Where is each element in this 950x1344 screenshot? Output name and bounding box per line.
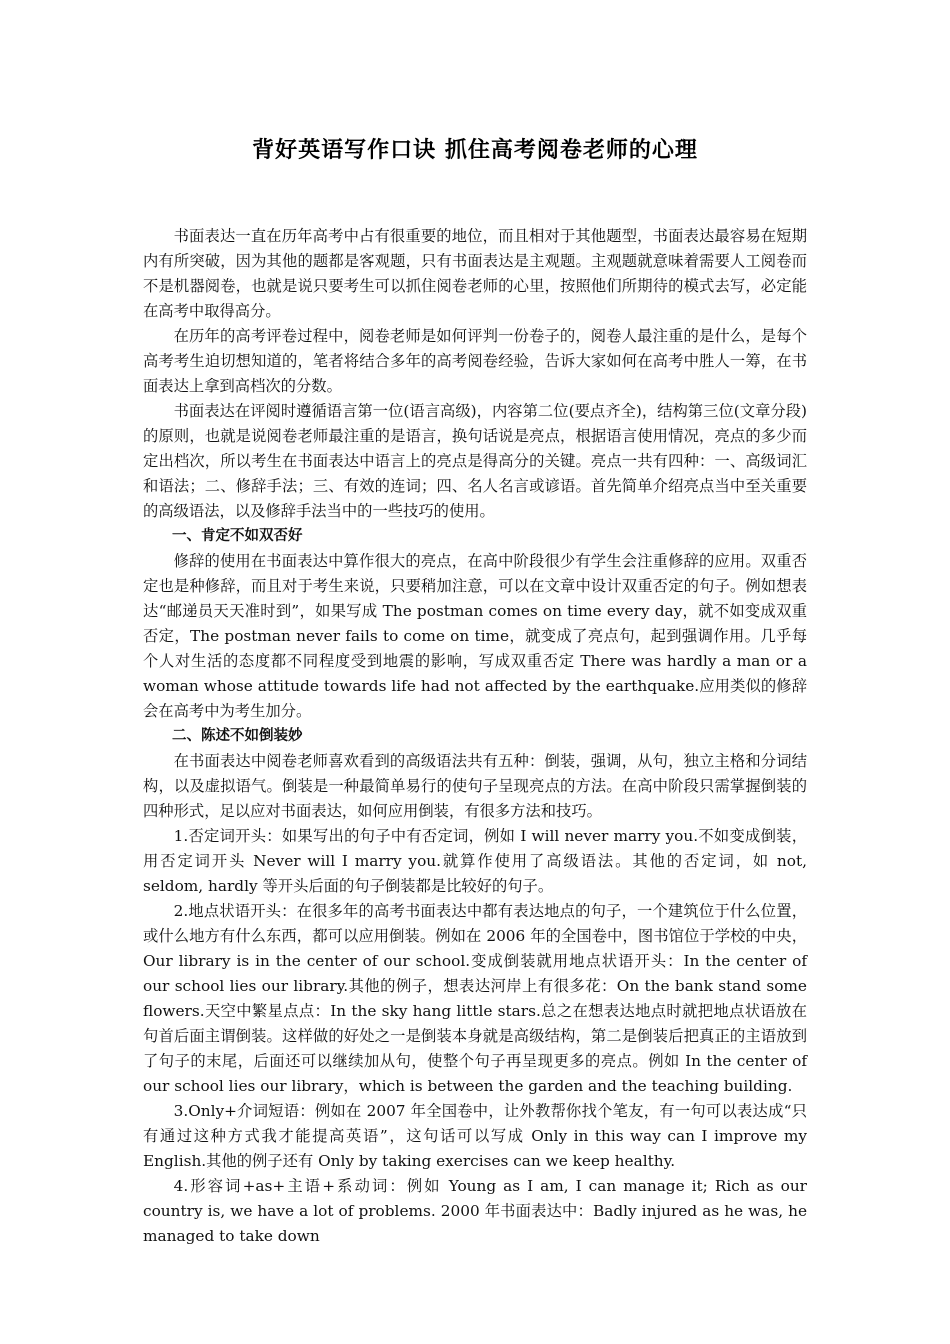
paragraph: 2.地点状语开头：在很多年的高考书面表达中都有表达地点的句子，一个建筑位于什么位置，或什么地方有什么东西，都可以应用倒装。例如在 2006 年的全国卷中，图书馆位于学校的中央，Our library is in the center of our school.变成倒装就用地点状语开头：In the center of our school lies our library.其他的例子，想表达河岸上有很多花：On the bank stand some flowers.天空中繁星点点：In the sky hang little stars.总之在想表达地点时就把地点状语放在句首后面主谓倒装。这样做的好处之一是倒装本身就是高级结构，第二是倒装后把真正的主语放到了句子的末尾，后面还可以继续加从句，使整个句子再呈现更多的亮点。例如 In the center of our school lies our library，which is between the garden and the teaching building. [143,902,807,1095]
paragraph: 3.Only+介词短语：例如在 2007 年全国卷中，让外教帮你找个笔友，有一句可以表达成“只有通过这种方式我才能提高英语”，这句话可以写成 Only in this way can I improve my English.其他的例子还有 Only by taking exercises can we keep healthy. [143,1102,807,1170]
document-title: 背好英语写作口诀 抓住高考阅卷老师的心理 [252,138,698,163]
paragraph: 在历年的高考评卷过程中，阅卷老师是如何评判一份卷子的，阅卷人最注重的是什么，是每个高考考生迫切想知道的，笔者将结合多年的高考阅卷经验，告诉大家如何在高考中胜人一筹，在书面表达上拿到高档次的分数。 [143,327,807,395]
paragraph: 书面表达一直在历年高考中占有很重要的地位，而且相对于其他题型，书面表达最容易在短期内有所突破，因为其他的题都是客观题，只有书面表达是主观题。主观题就意味着需要人工阅卷而不是机器阅卷，也就是说只要考生可以抓住阅卷老师的心里，按照他们所期待的模式去写，必定能在高考中取得高分。 [143,227,807,320]
paragraph: 在书面表达中阅卷老师喜欢看到的高级语法共有五种：倒装，强调，从句，独立主格和分词结构，以及虚拟语气。倒装是一种最简单易行的使句子呈现亮点的方法。在高中阶段只需掌握倒装的四种形式，足以应对书面表达，如何应用倒装，有很多方法和技巧。 [143,752,807,820]
paragraph: 书面表达在评阅时遵循语言第一位(语言高级)，内容第二位(要点齐全)，结构第三位(文章分段)的原则，也就是说阅卷老师最注重的是语言，换句话说是亮点，根据语言使用情况，亮点的多少而定出档次，所以考生在书面表达中语言上的亮点是得高分的关键。亮点一共有四种：一、高级词汇和语法；二、修辞手法；三、有效的连词；四、名人名言或谚语。首先简单介绍亮点当中至关重要的高级语法，以及修辞手法当中的一些技巧的使用。 [143,402,807,520]
section-heading: 二、陈述不如倒装妙 [172,728,303,744]
paragraph: 1.否定词开头：如果写出的句子中有否定词，例如 I will never marry you.不如变成倒装，用否定词开头 Never will I marry you.就算作使用了高级语法。其他的否定词，如 not, seldom, hardly 等开头后面的句子倒装都是比较好的句子。 [143,827,807,895]
document-body [143,224,807,1249]
paragraph: 4.形容词+as+主语+系动词：例如 Young as I am, I can manage it; Rich as our country is, we have a lot of problems. 2000 年书面表达中：Badly injured as he was, he managed to take down [143,1177,807,1245]
paragraph: 修辞的使用在书面表达中算作很大的亮点，在高中阶段很少有学生会注重修辞的应用。双重否定也是种修辞，而且对于考生来说，只要稍加注意，可以在文章中设计双重否定的句子。例如想表达“邮递员天天准时到”，如果写成 The postman comes on time every day，就不如变成双重否定，The postman never fails to come on time，就变成了亮点句，起到强调作用。几乎每个人对生活的态度都不同程度受到地震的影响，写成双重否定 There was hardly a man or a woman whose attitude towards life had not affected by the earthquake.应用类似的修辞会在高考中为考生加分。 [143,552,807,720]
section-heading: 一、肯定不如双否好 [172,528,303,544]
